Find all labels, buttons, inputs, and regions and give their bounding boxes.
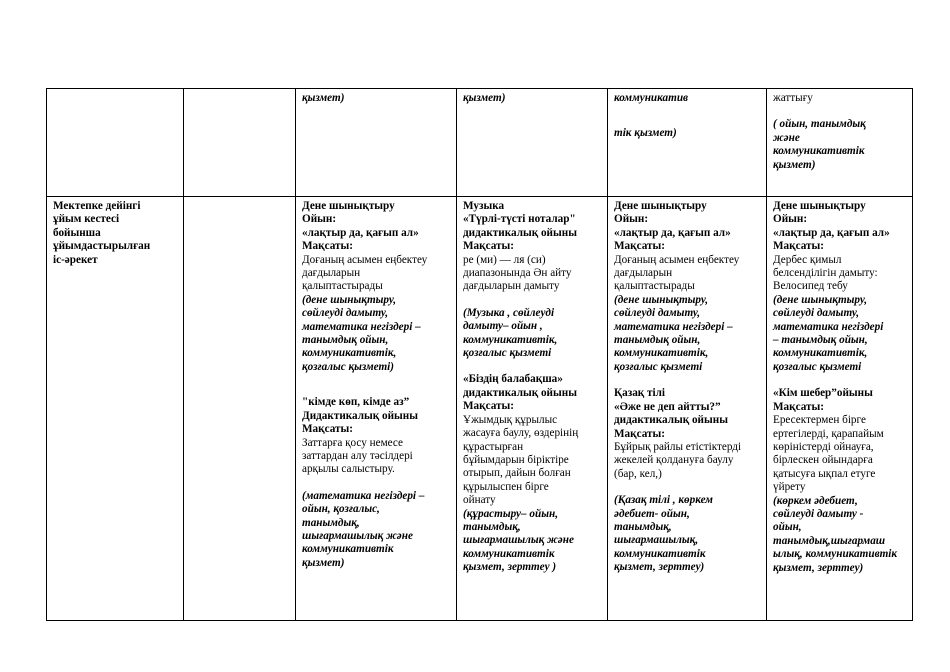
row2-col4-cell (457, 197, 608, 621)
goal-text: Ересектермен бірге (773, 414, 866, 427)
row-heading-line: ұйымдастырылған (53, 240, 151, 253)
game-name: «лақтыр да, қағып ал» (614, 226, 731, 239)
subject-title: Дене шынықтыру (614, 200, 707, 212)
areas-text: қызмет, зерттеу) (773, 561, 864, 574)
areas-text: (Қазақ тілі , көркем (614, 494, 713, 507)
areas-text: әдебиет- ойын, (614, 507, 690, 520)
text-line: қызмет) (302, 92, 345, 104)
game-type: дидактикалық ойыны (614, 414, 728, 427)
goal-text: құрылыспен бірге (463, 480, 549, 493)
areas-text: (дене шынықтыру, (302, 293, 397, 306)
areas-text: математика негіздері – (302, 320, 421, 333)
text-line: ( ойын, танымдық (773, 118, 866, 131)
text-line: коммуникатив (614, 92, 689, 104)
goal-text: Бұйрық райлы етістіктерді (614, 440, 742, 453)
goal-text: дағдыларын (614, 267, 673, 280)
game-name: "кімде көп, кімде аз” (302, 396, 410, 409)
goal-text: қалыптастырады (302, 280, 383, 293)
goal-text: дағдыларын (302, 267, 361, 280)
areas-text: (дене шынықтыру, (773, 293, 868, 306)
goal-text: Доғаның асымен еңбектеу (302, 253, 428, 266)
areas-text: сөйлеуді дамыту, (614, 307, 701, 320)
goal-label: Мақсаты: (302, 423, 353, 436)
row2-col1-cell (47, 197, 184, 621)
areas-text: (математика негіздері – (302, 489, 425, 502)
areas-text: шығармашылық және (463, 534, 574, 547)
goal-text: Заттарға қосу немесе (302, 436, 403, 449)
schedule-table (46, 88, 913, 621)
game-name: «Түрлі-түсті ноталар" (463, 213, 576, 226)
goal-label: Мақсаты: (614, 427, 665, 440)
row1-col6-cell (767, 89, 913, 197)
subject-title: Музыка (463, 200, 505, 212)
row1-col2-cell (184, 89, 296, 197)
goal-label: Мақсаты: (773, 240, 824, 253)
areas-text: коммуникативтік (463, 547, 555, 560)
areas-text: (көркем әдебиет, (773, 494, 858, 507)
areas-text: коммуникативтік (614, 547, 706, 560)
game-name: «Кім шебер”ойыны (773, 387, 873, 400)
goal-text: жекелей қолдануға баулу (614, 454, 734, 467)
areas-text: ойын, қозғалыс, (302, 503, 380, 516)
row-heading-line: Мектепке дейінгі (53, 200, 141, 212)
goal-text: белсенділігін дамыту: (773, 267, 878, 280)
goal-text: Дербес қимыл (773, 253, 842, 266)
subject-title: Дене шынықтыру (773, 200, 866, 212)
game-label: Ойын: (773, 213, 808, 226)
subject-title: Қазақ тілі (614, 387, 666, 400)
areas-text: танымдық,шығармаш (773, 534, 886, 547)
text-line: жаттығу (773, 92, 813, 104)
goal-text: қалыптастырады (614, 280, 695, 293)
goal-label: Мақсаты: (302, 240, 353, 253)
goal-text: ертегілерді, қарапайым (773, 427, 884, 440)
goal-text: Велосипед тебу (773, 280, 848, 293)
areas-text: коммуникативтік, (463, 333, 558, 346)
goal-text: заттардан алу тәсілдері (302, 449, 413, 462)
goal-text: Ұжымдық құрылыс (463, 413, 558, 426)
areas-text: танымдық, (463, 520, 521, 533)
text-line: тік қызмет) (614, 127, 677, 140)
goal-text: Доғаның асымен еңбектеу (614, 253, 740, 266)
goal-text: (бар, кел,) (614, 467, 662, 480)
areas-text: коммуникативтік, (302, 347, 397, 360)
areas-text: (дене шынықтыру, (614, 293, 709, 306)
game-type: дидактикалық ойыны (463, 386, 577, 399)
areas-text: ойын, (773, 521, 802, 534)
areas-text: қызмет, зерттеу) (614, 561, 705, 574)
game-name: «Біздің балабақша» (463, 373, 563, 386)
row-heading-line: ұйым кестесі (53, 213, 120, 226)
areas-text: қызмет) (302, 556, 345, 569)
goal-text: құрастырған (463, 440, 524, 453)
goal-text: бірлескен ойындарға (773, 454, 873, 467)
game-name: «лақтыр да, қағып ал» (302, 226, 419, 239)
areas-text: танымдық ойын, (614, 334, 701, 347)
game-name: «Әже не деп айтты?” (614, 400, 721, 413)
areas-text: қозғалыс қызметі (773, 360, 862, 373)
game-type: Дидактикалық ойыны (302, 409, 418, 422)
goal-text: көріністерді ойнауға, (773, 440, 874, 453)
goal-text: бұйымдарын біріктіре (463, 453, 569, 466)
text-line: қызмет) (463, 92, 506, 104)
areas-text: қозғалыс қызметі) (302, 360, 395, 373)
areas-text: математика негіздері – (614, 320, 733, 333)
goal-text: арқылы салыстыру. (302, 463, 395, 476)
row2-col2-cell (184, 197, 296, 621)
row-heading-line: іс-әрекет (53, 253, 98, 266)
areas-text: шығармашылық және (302, 529, 413, 542)
goal-text: жасауға баулу, өздерінің (463, 427, 579, 440)
goal-text: отырып, дайын болған (463, 467, 571, 480)
game-name: «лақтыр да, қағып ал» (773, 226, 890, 239)
areas-text: математика негіздері (773, 320, 884, 333)
goal-text: ре (ми) — ля (си) (463, 253, 546, 266)
goal-text: дағдыларын дамыту (463, 280, 560, 293)
game-type: дидактикалық ойыны (463, 226, 577, 239)
goal-label: Мақсаты: (463, 400, 514, 413)
areas-text: сөйлеуді дамыту - (773, 507, 864, 520)
row1-col1-cell (47, 89, 184, 197)
areas-text: коммуникативтік, (773, 347, 868, 360)
areas-text: сөйлеуді дамыту, (302, 307, 389, 320)
row2-col3-cell (296, 197, 457, 621)
row2-col5-cell (608, 197, 767, 621)
subject-title: Дене шынықтыру (302, 200, 395, 212)
goal-label: Мақсаты: (614, 240, 665, 253)
row1-col4-cell (457, 89, 608, 197)
areas-text: танымдық, (614, 520, 672, 533)
areas-text: дамыту– ойын , (463, 320, 543, 333)
areas-text: коммуникативтік (302, 543, 394, 556)
areas-text: – танымдық ойын, (773, 334, 868, 347)
row1-col3-cell (296, 89, 457, 197)
row1-col5-cell (608, 89, 767, 197)
text-line: және (773, 131, 800, 144)
areas-text: қозғалыс қызметі (614, 360, 703, 373)
game-label: Ойын: (614, 213, 649, 226)
areas-text: (құрастыру– ойын, (463, 507, 558, 520)
goal-text: ойнату (463, 494, 496, 507)
goal-text: диапазонында Ән айту (463, 267, 572, 280)
row2-col6-cell (767, 197, 913, 621)
game-label: Ойын: (302, 213, 337, 226)
areas-text: сөйлеуді дамыту, (773, 307, 860, 320)
areas-text: қозғалыс қызметі (463, 347, 552, 360)
goal-text: қатысуға ықпал етуге (773, 467, 876, 480)
areas-text: қызмет, зерттеу ) (463, 561, 557, 574)
areas-text: (Музыка , сөйлеуді (463, 306, 555, 319)
table-row-organized-activity (47, 197, 913, 621)
areas-text: танымдық ойын, (302, 334, 389, 347)
goal-label: Мақсаты: (463, 240, 514, 253)
goal-label: Мақсаты: (773, 400, 824, 413)
areas-text: коммуникативтік, (614, 347, 709, 360)
areas-text: танымдық, (302, 516, 360, 529)
areas-text: ылық, коммуникативтік (773, 548, 898, 561)
table-row-continuation (47, 89, 913, 197)
text-line: қызмет) (773, 158, 816, 171)
areas-text: шығармашылық, (614, 534, 699, 547)
goal-text: үйрету (773, 481, 806, 494)
row-heading-line: бойынша (53, 226, 101, 239)
text-line: коммуникативтік (773, 145, 865, 158)
